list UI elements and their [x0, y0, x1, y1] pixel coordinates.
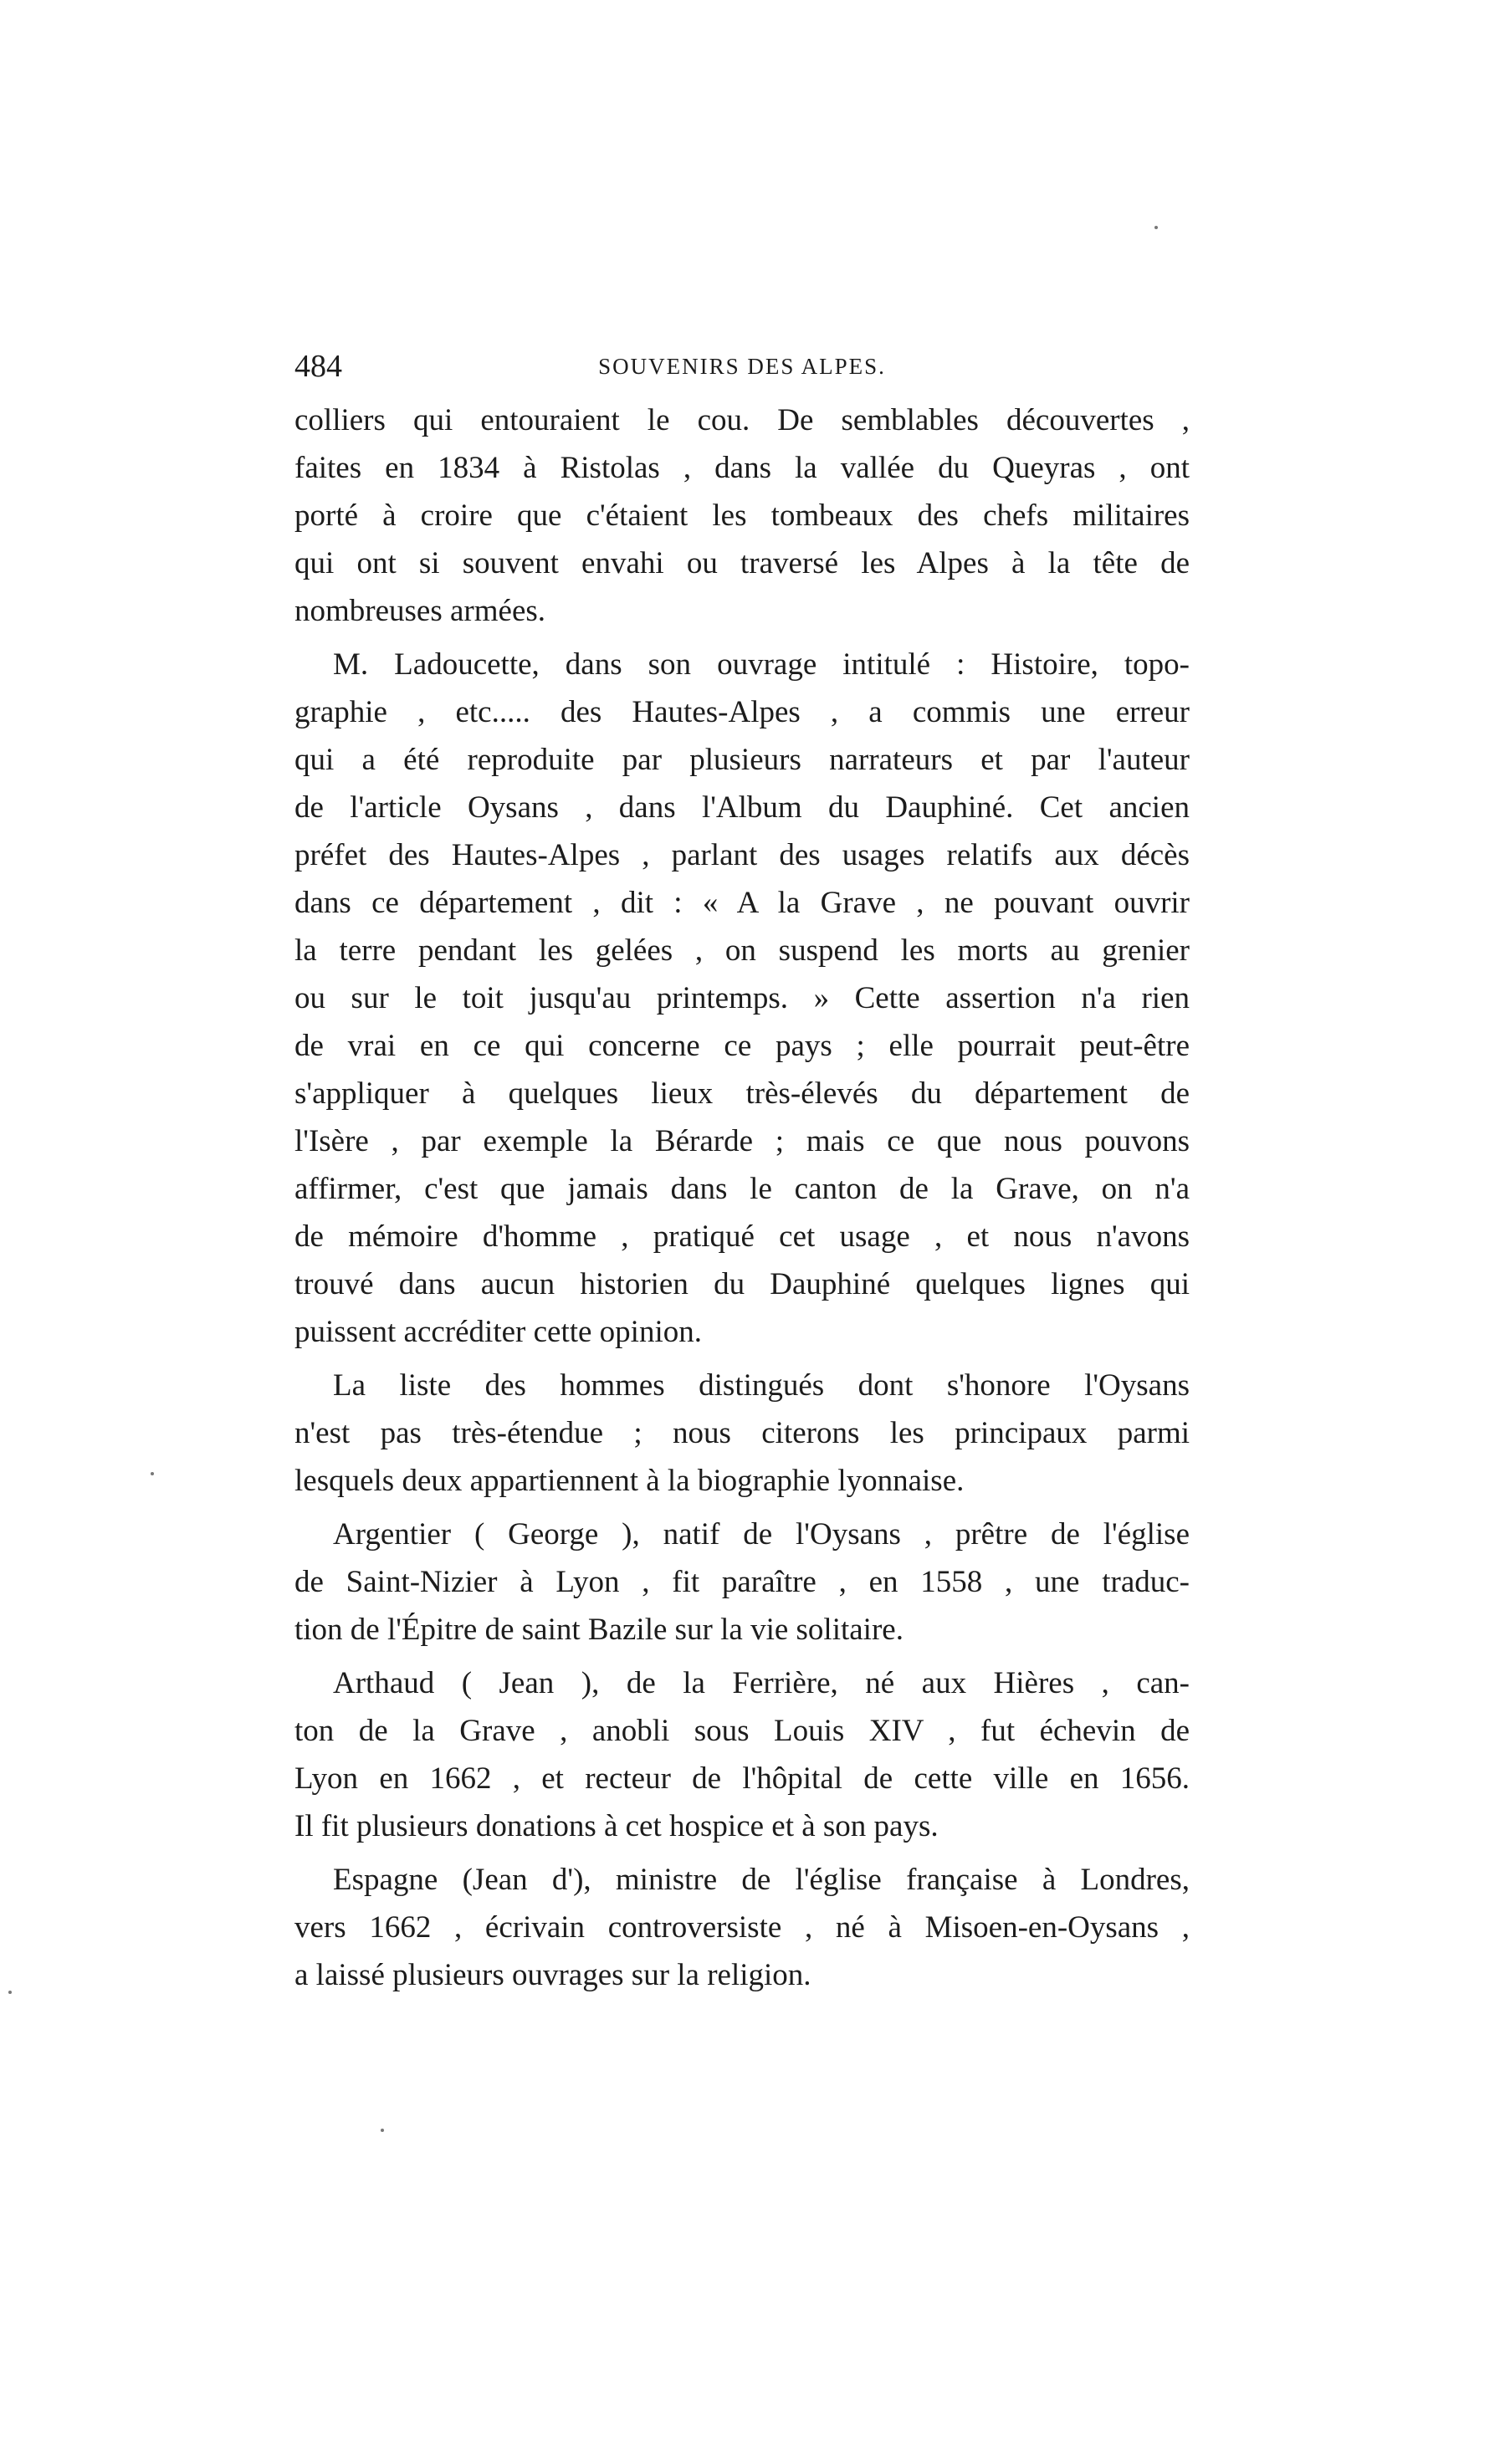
text-line: puissent accréditer cette opinion. [294, 1315, 702, 1349]
text-line: La liste des hommes distingués dont s'honore l'Oysans [333, 1368, 1190, 1403]
text-line: vers 1662 , écrivain controversiste , né à Misoen-en-Oysans , [294, 1910, 1190, 1945]
text-line: Il fit plusieurs donations à cet hospice et à son pays. [294, 1809, 939, 1843]
text-line: n'est pas très-étendue ; nous citerons les principaux parmi [294, 1416, 1190, 1450]
text-line: M. Ladoucette, dans son ouvrage intitulé : Histoire, topo- [333, 647, 1190, 682]
scan-speck [8, 1991, 12, 1994]
text-line: l'Isère , par exemple la Bérarde ; mais ce que nous pouvons [294, 1124, 1190, 1158]
body-text [294, 396, 1190, 2005]
paragraph-notables [294, 1362, 1190, 1505]
text-line: porté à croire que c'étaient les tombeaux des chefs militaires [294, 498, 1190, 533]
text-line: Arthaud ( Jean ), de la Ferrière, né aux Hières , can- [333, 1666, 1190, 1700]
text-line: affirmer, c'est que jamais dans le canton de la Grave, on n'a [294, 1172, 1190, 1206]
text-line: de mémoire d'homme , pratiqué cet usage , et nous n'avons [294, 1219, 1190, 1254]
text-line: préfet des Hautes-Alpes , parlant des usages relatifs aux décès [294, 838, 1190, 872]
text-line: la terre pendant les gelées , on suspend les morts au grenier [294, 933, 1190, 968]
text-line: tion de l'Épitre de saint Bazile sur la vie solitaire. [294, 1613, 904, 1647]
text-line: faites en 1834 à Ristolas , dans la vallée du Queyras , ont [294, 451, 1190, 485]
text-line: a laissé plusieurs ouvrages sur la religion. [294, 1958, 811, 1992]
text-line: trouvé dans aucun historien du Dauphiné quelques lignes qui [294, 1267, 1190, 1301]
text-line: qui ont si souvent envahi ou traversé les Alpes à la tête de [294, 546, 1190, 580]
text-line: de vrai en ce qui concerne ce pays ; elle pourrait peut-être [294, 1029, 1190, 1063]
paragraph-argentier [294, 1511, 1190, 1654]
paragraph-ladoucette [294, 641, 1190, 1356]
scan-speck [1154, 226, 1158, 229]
running-title: SOUVENIRS DES ALPES. [598, 354, 886, 379]
scan-speck [381, 2129, 384, 2132]
text-line: nombreuses armées. [294, 594, 546, 628]
paragraph-arthaud [294, 1659, 1190, 1850]
paragraph-tombs [294, 396, 1190, 635]
text-line: lesquels deux appartiennent à la biographie lyonnaise. [294, 1464, 965, 1498]
text-line: de Saint-Nizier à Lyon , fit paraître , en 1558 , une traduc- [294, 1565, 1190, 1599]
text-line: Espagne (Jean d'), ministre de l'église française à Londres, [333, 1863, 1190, 1897]
text-line: ton de la Grave , anobli sous Louis XIV , fut échevin de [294, 1714, 1190, 1748]
page-number: 484 [294, 349, 342, 384]
text-line: graphie , etc..... des Hautes-Alpes , a commis une erreur [294, 695, 1190, 729]
scan-speck [151, 1472, 154, 1475]
text-line: dans ce département , dit : « A la Grave , ne pouvant ouvrir [294, 886, 1190, 920]
text-line: ou sur le toit jusqu'au printemps. » Cette assertion n'a rien [294, 981, 1190, 1015]
running-head [294, 341, 1190, 391]
text-line: Argentier ( George ), natif de l'Oysans , prêtre de l'église [333, 1517, 1190, 1552]
text-line: de l'article Oysans , dans l'Album du Dauphiné. Cet ancien [294, 790, 1190, 825]
text-line: qui a été reproduite par plusieurs narrateurs et par l'auteur [294, 743, 1190, 777]
paragraph-espagne [294, 1856, 1190, 1999]
text-line: s'appliquer à quelques lieux très-élevés du département de [294, 1076, 1190, 1111]
text-line: Lyon en 1662 , et recteur de l'hôpital de cette ville en 1656. [294, 1761, 1190, 1796]
text-line: colliers qui entouraient le cou. De semblables découvertes , [294, 403, 1190, 437]
